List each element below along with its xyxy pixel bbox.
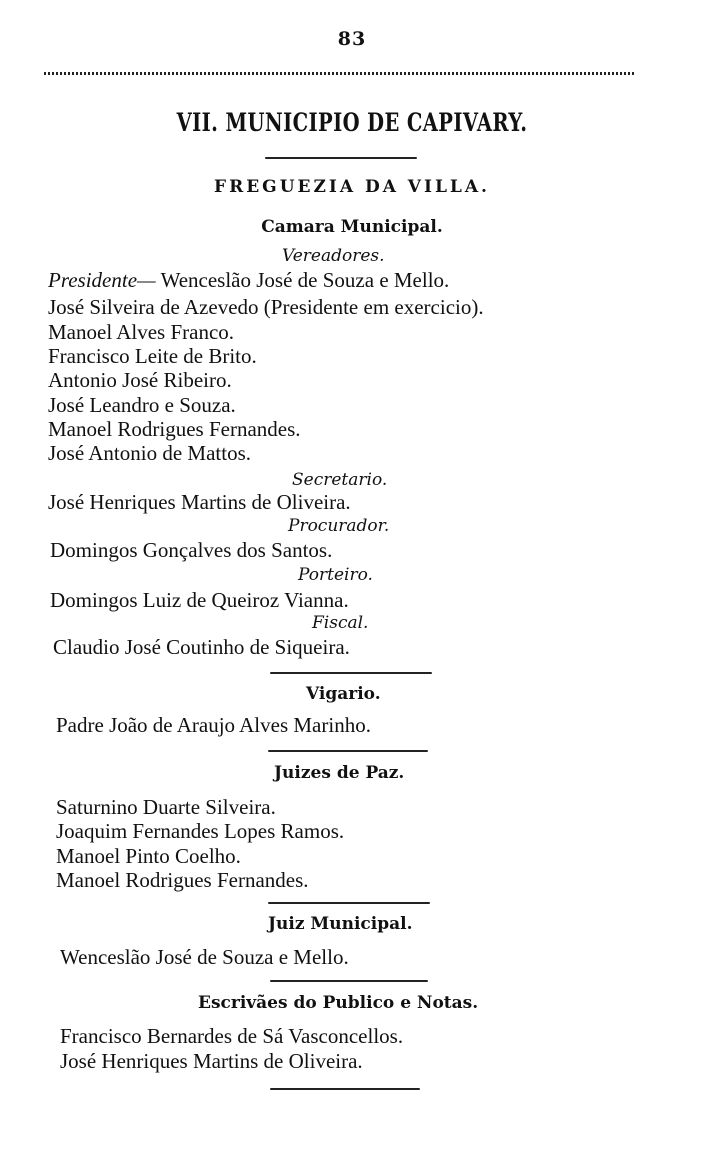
vigario-name: Padre João de Araujo Alves Marinho. [56,713,371,737]
procurador-name: Domingos Gonçalves dos Santos. [50,538,333,562]
juiz-paz-line: Joaquim Fernandes Lopes Ramos. [56,819,345,843]
closing-rule [270,1088,420,1090]
top-ornamental-rule [44,72,636,75]
escrivao-line: Francisco Bernardes de Sá Vasconcellos. [60,1024,404,1048]
president-line [48,268,449,293]
juiz-municipal-name: Wenceslão José de Souza e Mello. [60,945,349,969]
juiz-municipal-heading: Juiz Municipal. [268,914,413,934]
vereador-line: Manoel Alves Franco. [48,320,235,344]
juiz-paz-line: Manoel Rodrigues Fernandes. [56,868,309,892]
escrivao-line: José Henriques Martins de Oliveira. [60,1049,363,1073]
secretario-label: Secretario. [292,470,388,490]
chapter-title: VII. MUNICIPIO DE CAPIVARY. [176,108,528,137]
president-label: Presidente— [48,268,156,292]
president-name: Wenceslão José de Souza e Mello. [160,268,450,292]
rule-under-title [265,157,417,159]
rule-after-juizes-paz [268,902,430,904]
vigario-heading: Vigario. [306,684,381,704]
escrivaes-heading: Escrivães do Publico e Notas. [198,993,479,1013]
vereador-line: José Antonio de Mattos. [48,441,251,465]
porteiro-name: Domingos Luiz de Queiroz Vianna. [50,588,349,612]
secretario-name: José Henriques Martins de Oliveira. [48,490,351,514]
vereadores-label: Vereadores. [282,246,385,266]
fiscal-label: Fiscal. [312,613,369,633]
parish-heading: FREGUEZIA DA VILLA. [214,177,490,197]
juiz-paz-line: Manoel Pinto Coelho. [56,844,241,868]
rule-after-juiz-municipal [270,980,428,982]
page-number: 83 [337,28,367,50]
vereador-line: José Silveira de Azevedo (Presidente em exercicio). [48,295,484,319]
rule-after-camara [270,672,432,674]
rule-after-vigario [268,750,428,752]
juizes-paz-heading: Juizes de Paz. [274,763,405,783]
vereador-line: José Leandro e Souza. [48,393,236,417]
procurador-label: Procurador. [288,516,390,536]
vereador-line: Francisco Leite de Brito. [48,344,257,368]
fiscal-name: Claudio José Coutinho de Siqueira. [53,635,350,659]
camara-heading: Camara Municipal. [261,217,443,237]
vereador-line: Antonio José Ribeiro. [48,368,232,392]
juiz-paz-line: Saturnino Duarte Silveira. [56,795,276,819]
porteiro-label: Porteiro. [298,565,373,585]
vereador-line: Manoel Rodrigues Fernandes. [48,417,301,441]
